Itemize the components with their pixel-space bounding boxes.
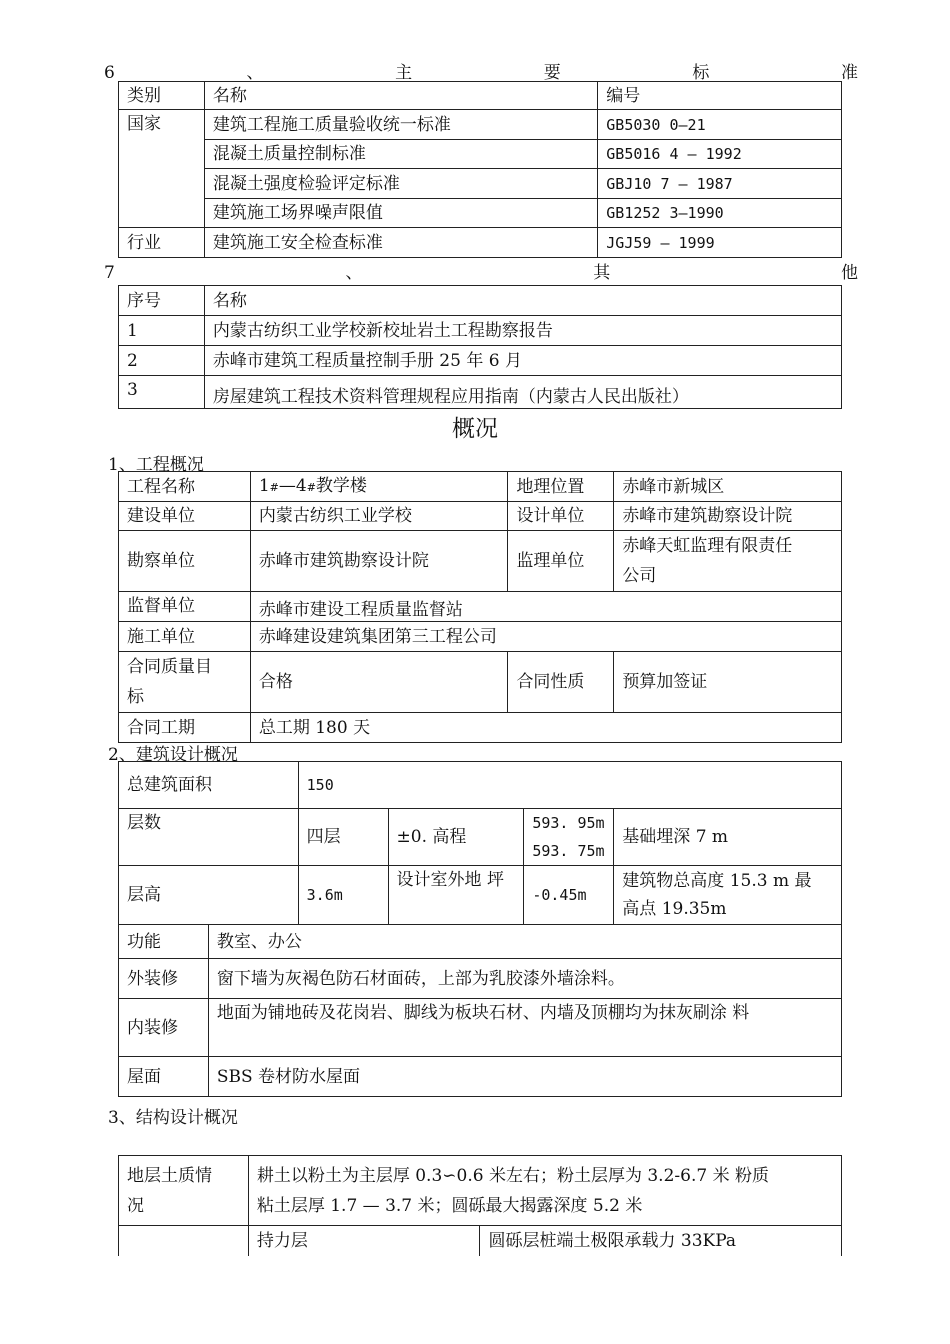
value-cell: 总工期 180 天 bbox=[250, 713, 841, 743]
value-cell: 赤峰天虹监理有限责任 公司 bbox=[614, 531, 842, 592]
value-cell: 教室、办公 bbox=[208, 925, 841, 959]
label-cell: 工程名称 bbox=[119, 472, 251, 502]
index-cell: 3 bbox=[119, 376, 205, 409]
table-row bbox=[119, 472, 842, 502]
table-row bbox=[119, 1057, 842, 1097]
value-cell: 1#—4#教学楼 bbox=[250, 472, 508, 502]
heading-char: 、 bbox=[345, 263, 363, 283]
label-cell: 地理位置 bbox=[508, 472, 614, 502]
value-cell: 合格 bbox=[250, 652, 508, 713]
value-cell: 3.6m bbox=[298, 866, 388, 925]
label-cell: 持力层 bbox=[248, 1226, 480, 1256]
heading-char: 主 bbox=[395, 63, 413, 83]
label-cell: 功能 bbox=[119, 925, 209, 959]
heading-char: 准 bbox=[840, 63, 858, 83]
value-cell: 赤峰建设建筑集团第三工程公司 bbox=[250, 622, 841, 652]
header-cell: 名称 bbox=[204, 286, 841, 316]
value-cell: 赤峰市新城区 bbox=[614, 472, 842, 502]
table-row bbox=[119, 959, 842, 999]
value-cell: 赤峰市建筑勘察设计院 bbox=[614, 502, 842, 531]
name-cell: 混凝土强度检验评定标准 bbox=[204, 169, 597, 199]
others-table bbox=[118, 285, 842, 409]
header-cell: 名称 bbox=[204, 82, 597, 110]
architecture-table bbox=[118, 761, 842, 1097]
label-cell: 监督单位 bbox=[119, 592, 251, 622]
section6-heading bbox=[104, 63, 858, 83]
label-cell: 勘察单位 bbox=[119, 531, 251, 592]
name-cell: 房屋建筑工程技术资料管理规程应用指南（内蒙古人民出版社） bbox=[204, 376, 841, 409]
label-cell: 设计单位 bbox=[508, 502, 614, 531]
heading-char: 6 bbox=[104, 63, 115, 83]
category-cell: 国家 bbox=[119, 110, 205, 228]
name-cell: 建筑施工安全检查标准 bbox=[204, 228, 597, 258]
value-cell: 基础埋深 7 m bbox=[614, 809, 842, 866]
heading-char: 7 bbox=[104, 263, 115, 283]
value-cell: SBS 卷材防水屋面 bbox=[208, 1057, 841, 1097]
code-cell: GBJ10 7 — 1987 bbox=[598, 169, 842, 199]
value-cell: -0.45m bbox=[524, 866, 614, 925]
label-cell: ±0. 高程 bbox=[388, 809, 524, 866]
code-cell: GB1252 3—1990 bbox=[598, 199, 842, 228]
label-cell: 总建筑面积 bbox=[119, 762, 299, 809]
table-row bbox=[119, 713, 842, 743]
label-cell: 设计室外地 坪 bbox=[388, 866, 524, 925]
table-row bbox=[119, 286, 842, 316]
value-cell: 150 bbox=[298, 762, 841, 809]
table-row bbox=[119, 622, 842, 652]
table-row bbox=[119, 110, 842, 140]
code-cell: GB5030 0—21 bbox=[598, 110, 842, 140]
table-row bbox=[119, 82, 842, 110]
table-row bbox=[119, 866, 842, 925]
label-cell: 层高 bbox=[119, 866, 299, 925]
table-row bbox=[119, 531, 842, 592]
section-title: 2、建筑设计概况 bbox=[108, 745, 238, 765]
heading-char: 标 bbox=[692, 63, 710, 83]
value-cell: 预算加签证 bbox=[614, 652, 842, 713]
label-cell: 层数 bbox=[119, 809, 299, 866]
value-cell: 593. 95m 593. 75m bbox=[524, 809, 614, 866]
value-cell: 地面为铺地砖及花岗岩、脚线为板块石材、内墙及顶棚均为抹灰刷涂 料 bbox=[208, 999, 841, 1057]
label-cell: 监理单位 bbox=[508, 531, 614, 592]
table-row bbox=[119, 925, 842, 959]
label-cell: 外装修 bbox=[119, 959, 209, 999]
table-row bbox=[119, 140, 842, 169]
category-cell: 行业 bbox=[119, 228, 205, 258]
heading-char: 其 bbox=[593, 263, 611, 283]
label-cell bbox=[119, 1226, 249, 1256]
value-cell: 赤峰市建筑勘察设计院 bbox=[250, 531, 508, 592]
table-row bbox=[119, 502, 842, 531]
value-cell: 圆砾层桩端土极限承载力 33KPa bbox=[480, 1226, 842, 1256]
overview-title: 概况 bbox=[452, 416, 498, 442]
table-row bbox=[119, 999, 842, 1057]
header-cell: 类别 bbox=[119, 82, 205, 110]
project-overview-table bbox=[118, 471, 842, 743]
table-row bbox=[119, 228, 842, 258]
value-cell: 赤峰市建设工程质量监督站 bbox=[250, 592, 841, 622]
table-row bbox=[119, 1226, 842, 1256]
table-row bbox=[119, 169, 842, 199]
label-cell: 屋面 bbox=[119, 1057, 209, 1097]
table-row bbox=[119, 316, 842, 346]
section7-heading bbox=[104, 263, 858, 283]
label-cell: 建设单位 bbox=[119, 502, 251, 531]
name-cell: 建筑工程施工质量验收统一标准 bbox=[204, 110, 597, 140]
label-cell: 施工单位 bbox=[119, 622, 251, 652]
code-cell: JGJ59 — 1999 bbox=[598, 228, 842, 258]
table-row bbox=[119, 762, 842, 809]
table-row bbox=[119, 346, 842, 376]
label-cell: 合同工期 bbox=[119, 713, 251, 743]
code-cell: GB5016 4 — 1992 bbox=[598, 140, 842, 169]
table-row bbox=[119, 199, 842, 228]
table-row bbox=[119, 1156, 842, 1226]
header-cell: 序号 bbox=[119, 286, 205, 316]
label-cell: 合同质量目 标 bbox=[119, 652, 251, 713]
value-cell: 耕土以粉土为主层厚 0.3∽0.6 米左右；粉土层厚为 3.2-6.7 米 粉质 粘土层厚 1.7 — 3.7 米；圆砾最大揭露深度 5.2 米 bbox=[248, 1156, 841, 1226]
heading-char: 他 bbox=[840, 263, 858, 283]
name-cell: 赤峰市建筑工程质量控制手册 25 年 6 月 bbox=[204, 346, 841, 376]
label-cell: 内装修 bbox=[119, 999, 209, 1057]
value-cell: 建筑物总高度 15.3 m 最 高点 19.35m bbox=[614, 866, 842, 925]
table-row bbox=[119, 376, 842, 409]
table-row bbox=[119, 809, 842, 866]
header-cell: 编号 bbox=[598, 82, 842, 110]
label-cell: 地层土质情 况 bbox=[119, 1156, 249, 1226]
value-cell: 四层 bbox=[298, 809, 388, 866]
structure-table bbox=[118, 1155, 842, 1256]
index-cell: 2 bbox=[119, 346, 205, 376]
name-cell: 建筑施工场界噪声限值 bbox=[204, 199, 597, 228]
value-cell: 内蒙古纺织工业学校 bbox=[250, 502, 508, 531]
name-cell: 内蒙古纺织工业学校新校址岩土工程勘察报告 bbox=[204, 316, 841, 346]
section-title: 1、工程概况 bbox=[108, 455, 204, 475]
table-row bbox=[119, 652, 842, 713]
value-cell: 窗下墙为灰褐色防石材面砖，上部为乳胶漆外墙涂料。 bbox=[208, 959, 841, 999]
heading-char: 要 bbox=[543, 63, 561, 83]
heading-char: 、 bbox=[246, 63, 264, 83]
label-cell: 合同性质 bbox=[508, 652, 614, 713]
index-cell: 1 bbox=[119, 316, 205, 346]
section-title: 3、结构设计概况 bbox=[108, 1108, 238, 1128]
standards-table bbox=[118, 81, 842, 258]
table-row bbox=[119, 592, 842, 622]
name-cell: 混凝土质量控制标准 bbox=[204, 140, 597, 169]
